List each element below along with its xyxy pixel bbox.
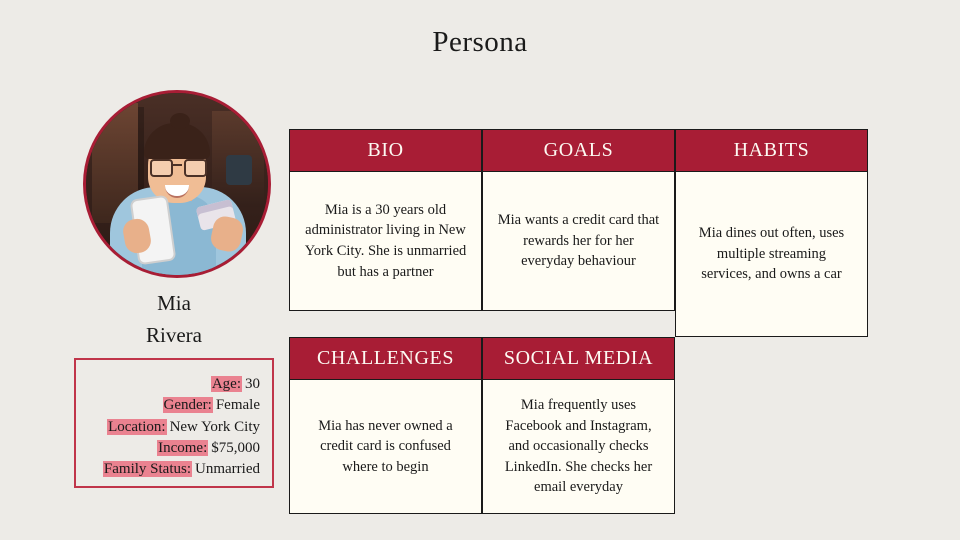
persona-details-list <box>76 360 272 486</box>
detail-value-family-status: Unmarried <box>195 461 260 478</box>
persona-name <box>60 288 288 351</box>
card-header-challenges: CHALLENGES <box>289 337 482 379</box>
grid-header-row-2 <box>289 337 868 379</box>
photo-lamp <box>226 155 252 185</box>
page-title: Persona <box>432 26 528 58</box>
persona-name-first: Mia <box>157 291 191 315</box>
card-header-social-media: SOCIAL MEDIA <box>482 337 675 379</box>
detail-value-income: $75,000 <box>211 439 260 456</box>
card-body-challenges: Mia has never owned a credit card is confused where to begin <box>289 379 482 514</box>
avatar <box>83 90 271 278</box>
persona-grid <box>289 129 868 514</box>
detail-value-age: 30 <box>245 376 260 392</box>
grid-body-row-2 <box>289 379 868 514</box>
card-body-social-media: Mia frequently uses Facebook and Instagram, and occasionally checks LinkedIn. She checks her email everyday <box>482 379 675 514</box>
card-header-goals: GOALS <box>482 129 675 171</box>
card-body-bio: Mia is a 30 years old administrator living in New York City. She is unmarried but has a partner <box>289 171 482 311</box>
persona-details-box <box>74 358 274 488</box>
photo-glasses-bridge <box>171 164 182 166</box>
persona-photo-wrapper <box>83 90 265 272</box>
detail-value-location: New York City <box>169 418 260 435</box>
grid-body-row-1 <box>289 171 868 337</box>
detail-label-location: Location: <box>108 418 166 435</box>
card-body-goals: Mia wants a credit card that rewards her for her everyday behaviour <box>482 171 675 311</box>
detail-label-gender: Gender: <box>163 397 212 414</box>
photo-glasses-right-lens <box>184 159 207 177</box>
card-body-habits: Mia dines out often, uses multiple streaming services, and owns a car <box>675 171 868 337</box>
persona-name-last: Rivera <box>146 322 202 347</box>
photo-glasses-left-lens <box>150 159 173 177</box>
card-header-bio: BIO <box>289 129 482 171</box>
detail-label-age: Age: <box>211 376 241 392</box>
list-item <box>76 438 260 459</box>
detail-label-family-status: Family Status: <box>103 461 192 478</box>
photo-person-hair-bun <box>170 113 190 129</box>
card-header-habits: HABITS <box>675 129 868 171</box>
list-item <box>76 417 260 438</box>
detail-value-gender: Female <box>215 397 260 414</box>
detail-label-income: Income: <box>158 439 208 456</box>
list-item <box>76 459 260 480</box>
list-item <box>76 395 260 416</box>
list-item <box>76 374 260 395</box>
grid-header-row-1 <box>289 129 868 171</box>
